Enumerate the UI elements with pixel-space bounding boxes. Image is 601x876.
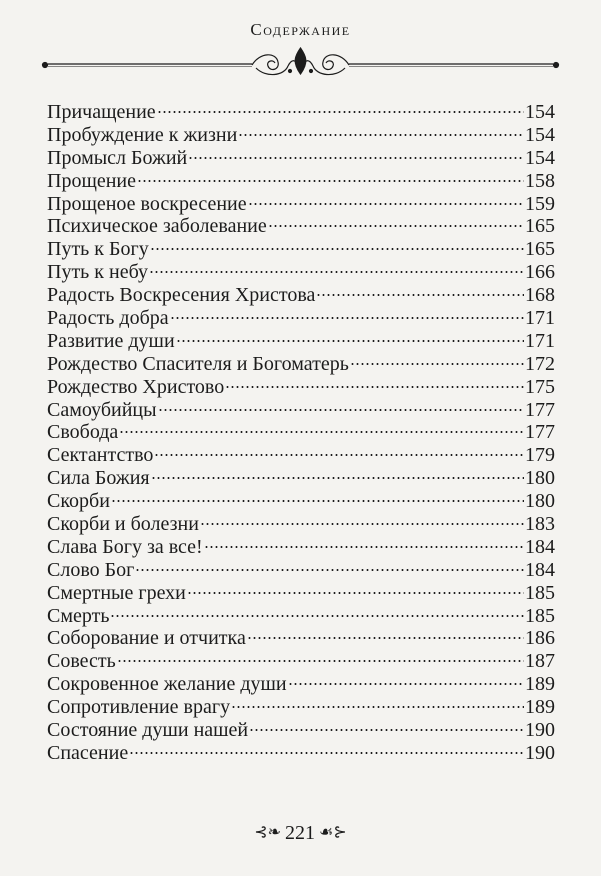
toc-entry-page: 187 xyxy=(525,650,555,673)
dot-leader xyxy=(248,202,524,206)
dot-leader xyxy=(157,110,524,114)
toc-entry xyxy=(47,490,555,513)
toc-entry-title: Самоубийцы xyxy=(47,398,157,421)
dot-leader xyxy=(249,728,524,732)
toc-entry-title: Сила Божия xyxy=(47,467,150,490)
page-number: 221 xyxy=(285,822,316,844)
toc-entry xyxy=(47,696,555,719)
dot-leader xyxy=(268,224,524,228)
toc-entry-title: Радость добра xyxy=(47,307,169,330)
dot-leader xyxy=(150,247,524,251)
toc-entry-title: Скорби и болезни xyxy=(47,513,199,536)
toc-entry-page: 154 xyxy=(525,101,555,123)
toc-entry xyxy=(47,101,555,124)
toc-entry-title: Сопротивление врагу xyxy=(47,696,231,719)
toc-entry-title: Радость Воскресения Христова xyxy=(47,284,316,307)
toc-entry xyxy=(47,330,555,353)
dot-leader xyxy=(200,522,524,526)
toc-entry xyxy=(47,719,555,742)
toc-entry-page: 175 xyxy=(525,375,555,398)
toc-entry-page: 180 xyxy=(525,467,555,490)
toc-entry xyxy=(47,559,555,582)
toc-entry-title: Пробуждение к жизни xyxy=(47,123,238,146)
dot-leader xyxy=(151,476,524,480)
dot-leader xyxy=(188,156,524,160)
toc-entry-title: Совесть xyxy=(47,650,116,673)
dot-leader xyxy=(117,659,524,663)
toc-entry xyxy=(47,376,555,399)
toc-entry-page: 154 xyxy=(525,146,555,169)
toc-entry xyxy=(47,582,555,605)
toc-entry xyxy=(47,147,555,170)
toc-entry xyxy=(47,307,555,330)
toc-entry-page: 171 xyxy=(525,329,555,352)
toc-entry-page: 180 xyxy=(525,490,555,513)
dot-leader xyxy=(187,591,524,595)
toc-entry-page: 184 xyxy=(525,535,555,558)
dot-leader xyxy=(170,316,524,320)
toc-entry xyxy=(47,421,555,444)
toc-entry-page: 177 xyxy=(525,421,555,444)
toc-entry xyxy=(47,261,555,284)
toc-entry-page: 177 xyxy=(525,398,555,421)
toc-entry-page: 186 xyxy=(525,627,555,650)
toc-entry-title: Путь к Богу xyxy=(47,238,149,261)
toc-entry-page: 185 xyxy=(525,604,555,627)
dot-leader xyxy=(158,408,524,412)
toc-entry-page: 172 xyxy=(525,352,555,375)
toc-entry-page: 190 xyxy=(525,719,555,742)
toc-entry-title: Сокровенное желание души xyxy=(47,673,287,696)
toc-entry-title: Прощеное воскресение xyxy=(47,192,247,215)
toc-entry-page: 190 xyxy=(525,741,555,764)
toc-entry-page: 165 xyxy=(525,238,555,261)
dot-leader xyxy=(316,293,524,297)
dot-leader xyxy=(204,545,524,549)
dot-leader xyxy=(238,133,524,137)
toc-entry-title: Спасение xyxy=(47,741,129,764)
toc-entry-page: 154 xyxy=(525,123,555,146)
toc-entry-title: Развитие души xyxy=(47,329,175,352)
dot-leader xyxy=(176,339,524,343)
toc-entry xyxy=(47,742,555,765)
toc-entry-page: 158 xyxy=(525,169,555,192)
toc-entry xyxy=(47,513,555,536)
toc-entry-title: Промысл Божий xyxy=(47,146,188,169)
toc-entry xyxy=(47,444,555,467)
toc-entry xyxy=(47,193,555,216)
dot-leader xyxy=(154,453,524,457)
toc-entry-page: 183 xyxy=(525,513,555,536)
dot-leader xyxy=(350,362,524,366)
dot-leader xyxy=(137,179,524,183)
dot-leader xyxy=(119,430,524,434)
toc-entry-title: Сектантство xyxy=(47,444,154,467)
page-footer xyxy=(0,822,601,845)
dot-leader xyxy=(111,499,524,503)
toc-entry-title: Свобода xyxy=(47,421,119,444)
right-flourish-icon: ☙⊱ xyxy=(319,824,347,841)
toc-entry-title: Причащение xyxy=(47,101,156,123)
toc-entry-title: Рождество Спасителя и Богоматерь xyxy=(47,352,349,375)
toc-entry xyxy=(47,284,555,307)
toc-entry-page: 179 xyxy=(525,444,555,467)
dot-leader xyxy=(288,682,524,686)
toc-entry xyxy=(47,673,555,696)
toc-entry xyxy=(47,536,555,559)
toc-entry-page: 166 xyxy=(525,261,555,284)
toc-entry-page: 159 xyxy=(525,192,555,215)
toc-entry xyxy=(47,124,555,147)
dot-leader xyxy=(231,705,524,709)
toc-entry-title: Соборование и отчитка xyxy=(47,627,246,650)
toc-entry-page: 189 xyxy=(525,696,555,719)
toc-entry-page: 171 xyxy=(525,307,555,330)
toc-entry xyxy=(47,238,555,261)
left-flourish-icon: ⊰❧ xyxy=(254,824,282,841)
dot-leader xyxy=(225,385,524,389)
toc-entry xyxy=(47,627,555,650)
toc-entry-title: Рождество Христово xyxy=(47,375,225,398)
table-of-contents xyxy=(47,101,555,765)
toc-entry-title: Состояние души нашей xyxy=(47,719,249,742)
toc-entry-title: Слово Бог xyxy=(47,558,135,581)
toc-entry xyxy=(47,605,555,628)
toc-entry-title: Путь к небу xyxy=(47,261,149,284)
toc-entry-page: 185 xyxy=(525,581,555,604)
toc-entry-title: Прощение xyxy=(47,169,137,192)
toc-entry-title: Психическое заболевание xyxy=(47,215,267,238)
toc-entry xyxy=(47,467,555,490)
toc-entry xyxy=(47,353,555,376)
toc-entry-page: 168 xyxy=(525,284,555,307)
toc-entry-title: Слава Богу за все! xyxy=(47,535,203,558)
dot-leader xyxy=(110,614,524,618)
dot-leader xyxy=(129,751,524,755)
toc-entry-title: Скорби xyxy=(47,490,110,513)
toc-entry xyxy=(47,215,555,238)
toc-entry-title: Смерть xyxy=(47,604,110,627)
toc-entry-page: 189 xyxy=(525,673,555,696)
toc-entry-title: Смертные грехи xyxy=(47,581,186,604)
toc-entry xyxy=(47,170,555,193)
dot-leader xyxy=(247,636,524,640)
toc-entry xyxy=(47,650,555,673)
dot-leader xyxy=(135,568,524,572)
toc-entry-page: 165 xyxy=(525,215,555,238)
toc-entry-page: 184 xyxy=(525,558,555,581)
dot-leader xyxy=(149,270,524,274)
toc-entry xyxy=(47,399,555,422)
header-ornament xyxy=(40,44,561,80)
running-header: Содержание xyxy=(250,20,351,39)
